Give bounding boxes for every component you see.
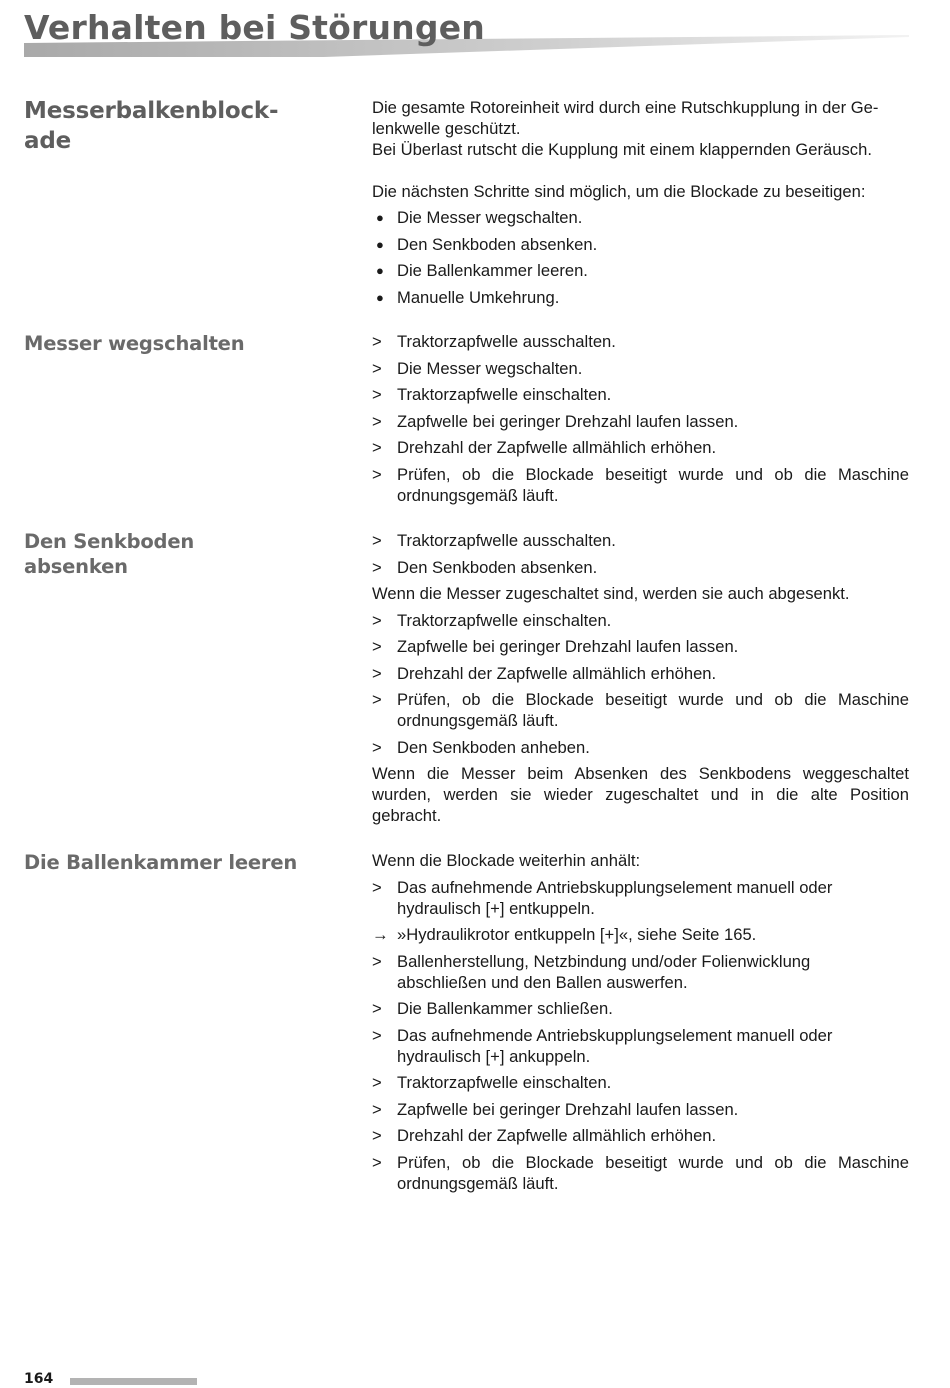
item-text: Die Messer wegschalten. bbox=[397, 208, 583, 227]
section-title bbox=[24, 96, 304, 156]
step-item bbox=[372, 689, 909, 731]
cross-reference[interactable] bbox=[372, 924, 909, 945]
bullet-icon: ● bbox=[376, 289, 384, 305]
item-text: Prüfen, ob die Blockade beseitigt wurde und ob die Maschine ordnungsgemäß läuft. bbox=[397, 464, 909, 505]
step-item bbox=[372, 737, 909, 758]
bullet-icon: ● bbox=[376, 263, 384, 278]
step-item bbox=[372, 1125, 909, 1146]
item-text: Den Senkboden absenken. bbox=[397, 557, 598, 577]
item-text: Traktorzapfwelle ausschalten. bbox=[397, 531, 616, 550]
paragraph: Wenn die Messer zugeschaltet sind, werden sie auch abgesenkt. bbox=[372, 584, 850, 603]
step-item bbox=[372, 557, 909, 578]
paragraph: Die nächsten Schritte sind möglich, um die Blockade zu beseitigen: bbox=[372, 182, 866, 201]
section-title: Die Ballenkammer leeren bbox=[24, 851, 298, 874]
step-item bbox=[372, 636, 909, 657]
step-marker: > bbox=[372, 438, 382, 457]
item-text: Traktorzapfwelle einschalten. bbox=[397, 385, 612, 404]
section-title: Messer wegschalten bbox=[24, 332, 245, 355]
paragraph bbox=[372, 97, 909, 160]
item-text: Das aufnehmende Antriebskupplungselement manuell oder hydraulisch [+] entkuppeln. bbox=[397, 877, 833, 918]
step-marker: > bbox=[372, 358, 382, 378]
section-title bbox=[24, 529, 304, 579]
text-line: Bei Überlast rutscht die Kupplung mit einem klappernden Geräusch. bbox=[372, 140, 872, 159]
step-marker: > bbox=[372, 385, 382, 404]
section-title-line: Den Senkboden bbox=[24, 530, 195, 553]
step-item bbox=[372, 998, 909, 1019]
step-item bbox=[372, 1025, 909, 1067]
item-text: Zapfwelle bei geringer Drehzahl laufen lassen. bbox=[397, 411, 739, 431]
step-marker: > bbox=[372, 1099, 382, 1119]
bullet-icon: ● bbox=[376, 236, 384, 252]
item-text: Den Senkboden anheben. bbox=[397, 737, 590, 757]
paragraph: Wenn die Blockade weiterhin anhält: bbox=[372, 851, 641, 870]
page-header bbox=[0, 0, 950, 62]
bullet-icon: ● bbox=[376, 210, 384, 225]
item-text: Ballenherstellung, Netzbindung und/oder Folienwicklung abschließen und den Ballen auswerfen. bbox=[397, 951, 811, 992]
step-item bbox=[372, 877, 909, 919]
item-text: Den Senkboden absenken. bbox=[397, 234, 598, 254]
step-item bbox=[372, 358, 909, 379]
step-item bbox=[372, 464, 909, 506]
item-text: Zapfwelle bei geringer Drehzahl laufen lassen. bbox=[397, 1099, 739, 1119]
text-line: lenkwelle geschützt. bbox=[372, 119, 521, 138]
item-text: Drehzahl der Zapfwelle allmählich erhöhen. bbox=[397, 1126, 717, 1145]
item-text: Die Ballenkammer leeren. bbox=[397, 261, 588, 280]
page-number: 164 bbox=[24, 1371, 54, 1387]
step-marker: > bbox=[372, 877, 382, 897]
step-item bbox=[372, 331, 909, 352]
step-item bbox=[372, 1099, 909, 1120]
arrow-right-icon: → bbox=[372, 925, 389, 944]
item-text: Drehzahl der Zapfwelle allmählich erhöhen. bbox=[397, 438, 717, 457]
item-text: Zapfwelle bei geringer Drehzahl laufen lassen. bbox=[397, 637, 739, 656]
section-title-line: absenken bbox=[24, 555, 128, 578]
step-item bbox=[372, 610, 909, 631]
step-marker: > bbox=[372, 1126, 382, 1145]
step-marker: > bbox=[372, 1152, 382, 1172]
step-item bbox=[372, 663, 909, 684]
bullet-item bbox=[372, 287, 909, 308]
step-marker: > bbox=[372, 663, 382, 683]
step-marker: > bbox=[372, 610, 382, 630]
item-text: Traktorzapfwelle einschalten. bbox=[397, 610, 612, 630]
step-marker: > bbox=[372, 1025, 382, 1045]
reference-link[interactable]: »Hydraulikrotor entkuppeln [+]«, siehe Seite 165. bbox=[397, 925, 757, 944]
step-item bbox=[372, 384, 909, 405]
step-marker: > bbox=[372, 951, 382, 971]
paragraph: Wenn die Messer beim Absenken des Senkbodens weggeschaltet wurden, werden sie wieder zugeschaltet und in die alte Position gebracht. bbox=[372, 764, 909, 825]
step-item bbox=[372, 411, 909, 432]
step-marker: > bbox=[372, 411, 382, 431]
step-marker: > bbox=[372, 690, 382, 709]
text-line: Die gesamte Rotoreinheit wird durch eine Rutschkupplung in der Ge- bbox=[372, 98, 879, 117]
item-text: Traktorzapfwelle einschalten. bbox=[397, 1073, 612, 1092]
step-marker: > bbox=[372, 737, 382, 757]
item-text: Prüfen, ob die Blockade beseitigt wurde und ob die Maschine ordnungsgemäß läuft. bbox=[397, 1152, 909, 1193]
step-marker: > bbox=[372, 531, 382, 550]
item-text: Die Ballenkammer schließen. bbox=[397, 999, 613, 1018]
step-marker: > bbox=[372, 557, 382, 577]
bullet-item bbox=[372, 207, 909, 228]
step-marker: > bbox=[372, 637, 382, 656]
step-marker: > bbox=[372, 464, 382, 484]
step-item bbox=[372, 530, 909, 551]
bullet-item bbox=[372, 260, 909, 281]
item-text: Das aufnehmende Antriebskupplungselement manuell oder hydraulisch [+] ankuppeln. bbox=[397, 1025, 833, 1066]
bullet-item bbox=[372, 234, 909, 255]
step-item bbox=[372, 951, 909, 993]
section-body bbox=[372, 530, 909, 831]
section-title-line: Messerbalkenblock- bbox=[24, 98, 279, 124]
item-text: Prüfen, ob die Blockade beseitigt wurde und ob die Maschine ordnungsgemäß läuft. bbox=[397, 690, 909, 730]
item-text: Manuelle Umkehrung. bbox=[397, 287, 560, 307]
step-marker: > bbox=[372, 999, 382, 1018]
section-body bbox=[372, 97, 909, 313]
step-item bbox=[372, 1152, 909, 1194]
step-marker: > bbox=[372, 1073, 382, 1092]
step-item bbox=[372, 437, 909, 458]
section-title-line: ade bbox=[24, 128, 71, 154]
item-text: Traktorzapfwelle ausschalten. bbox=[397, 332, 616, 351]
page-title: Verhalten bei Störungen bbox=[24, 8, 485, 47]
step-item bbox=[372, 1072, 909, 1093]
item-text: Drehzahl der Zapfwelle allmählich erhöhen. bbox=[397, 663, 717, 683]
footer-bar bbox=[70, 1378, 197, 1385]
item-text: Die Messer wegschalten. bbox=[397, 358, 583, 378]
section-body bbox=[372, 331, 909, 511]
step-marker: > bbox=[372, 332, 382, 351]
section-body bbox=[372, 850, 909, 1199]
